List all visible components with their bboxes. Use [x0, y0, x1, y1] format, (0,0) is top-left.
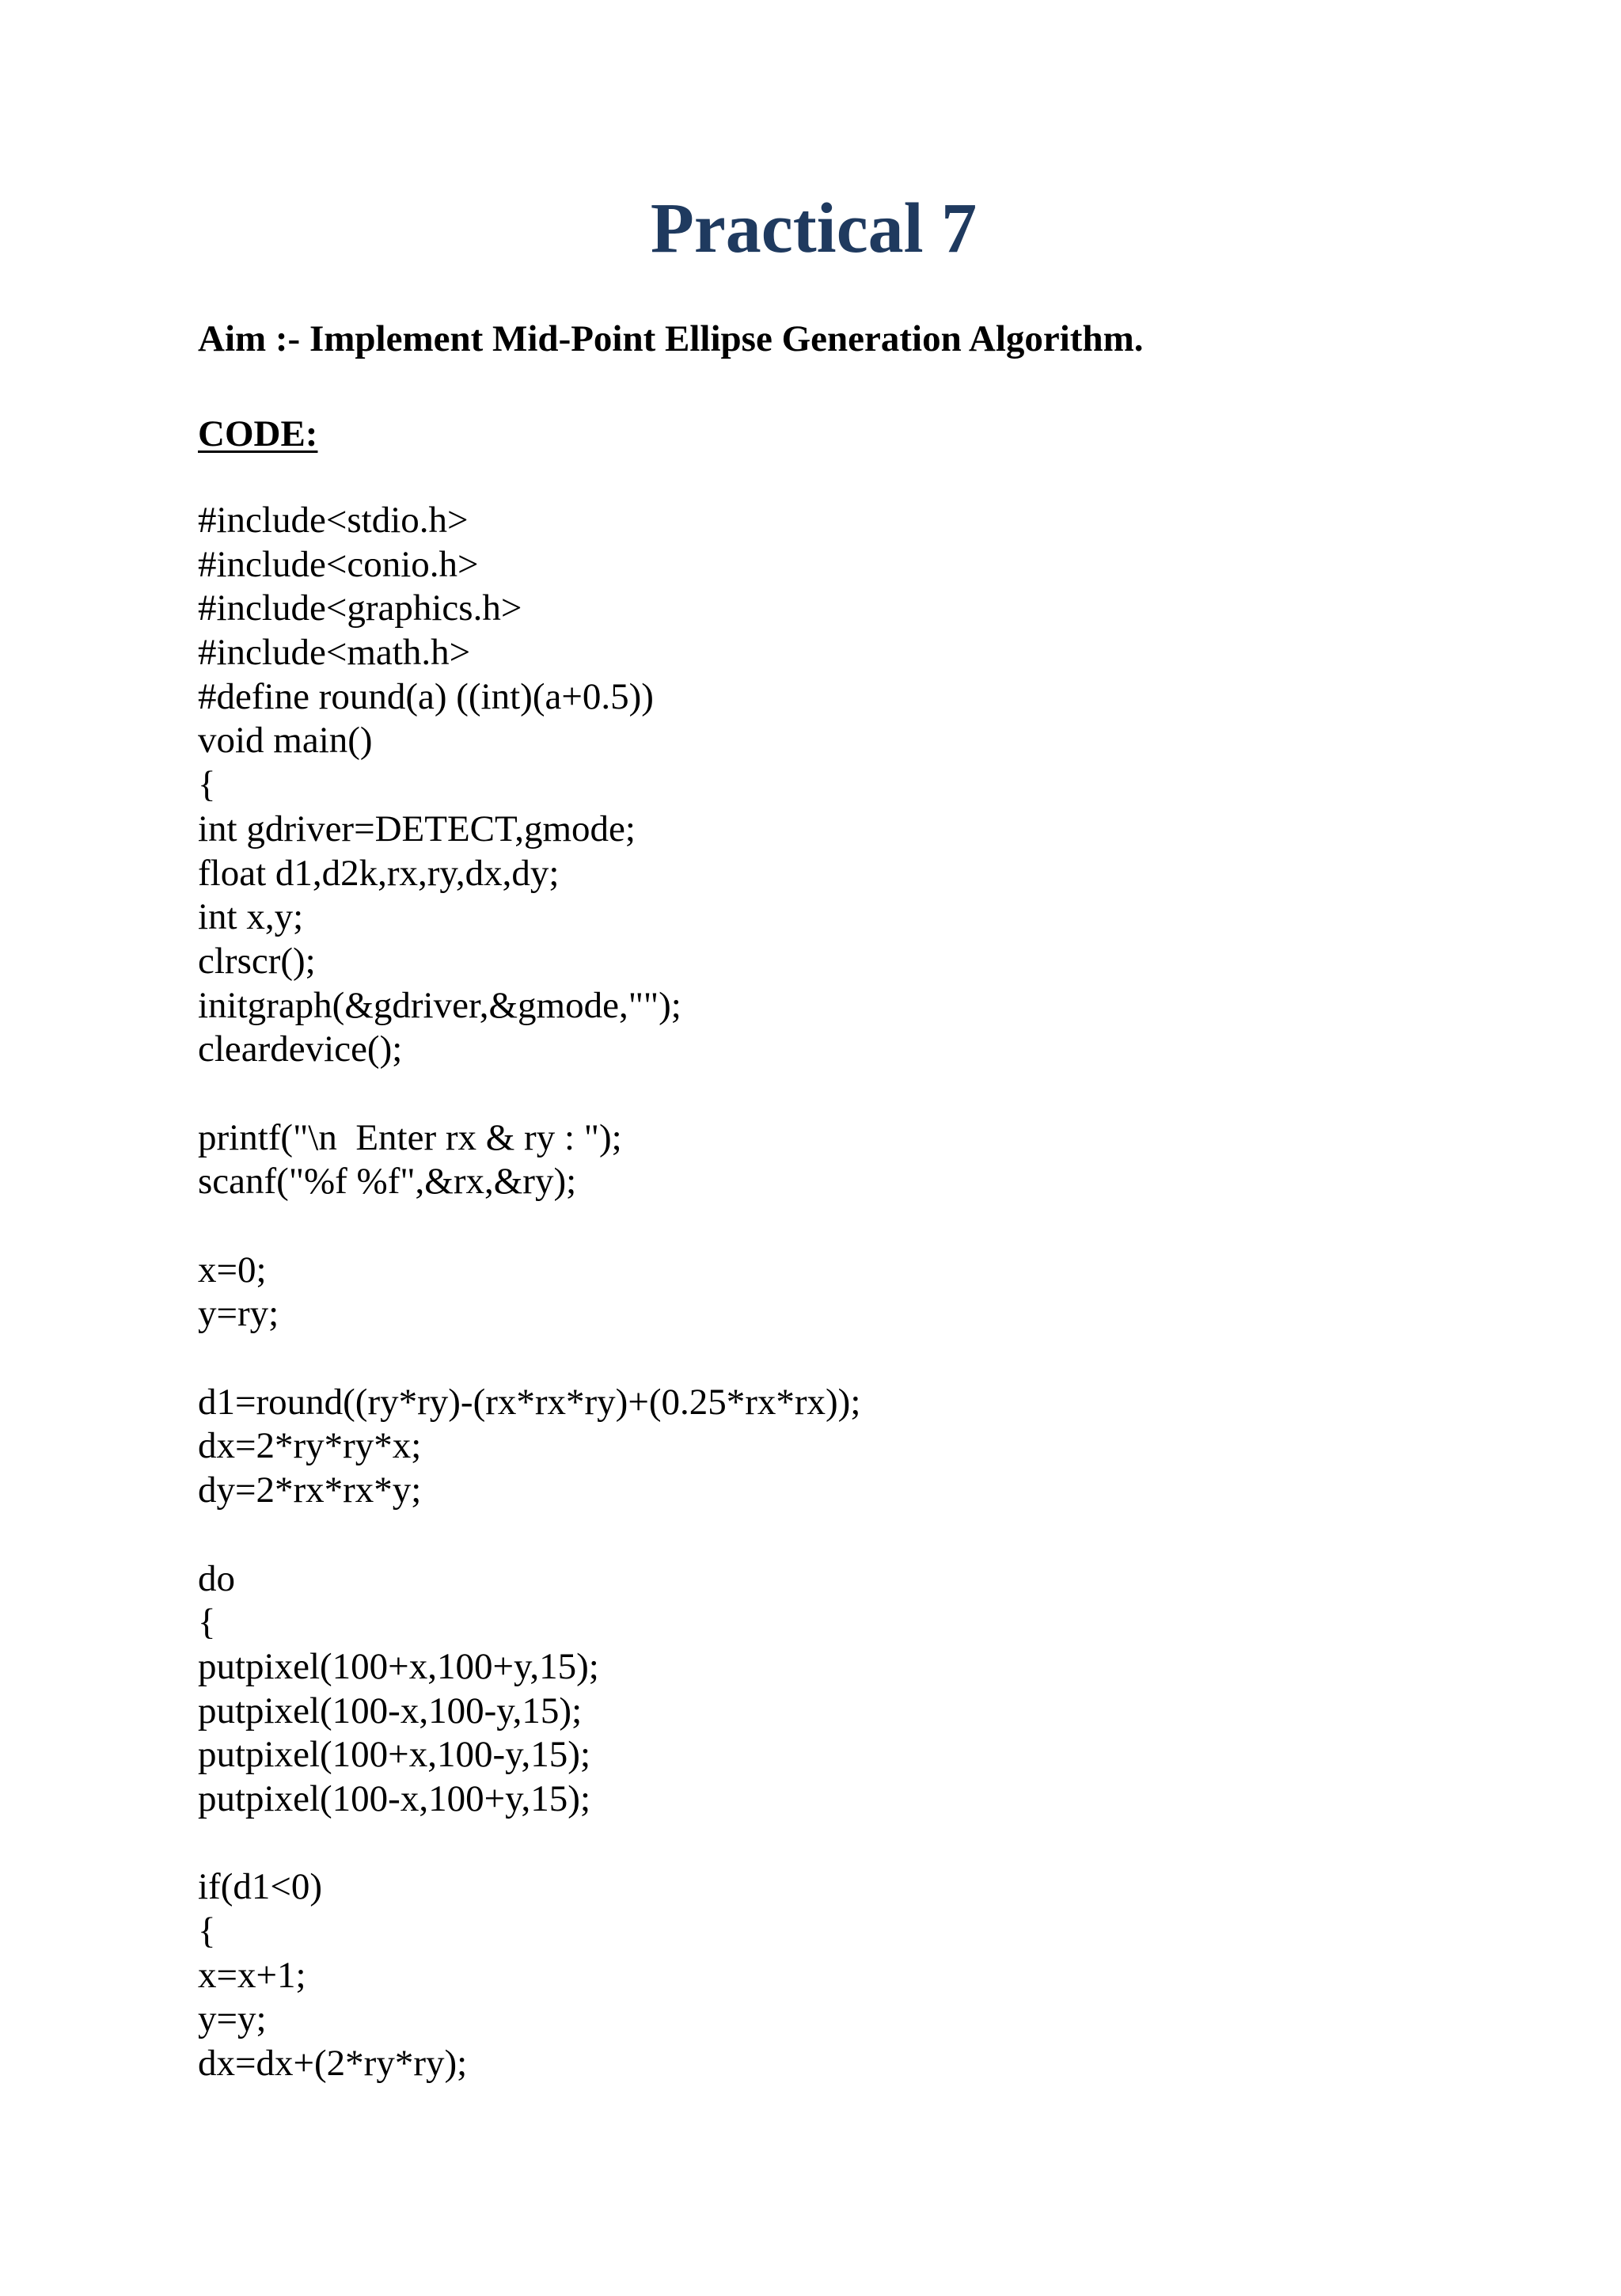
page-title: Practical 7: [650, 189, 978, 268]
code-line: putpixel(100-x,100+y,15);: [198, 1777, 591, 1819]
code-line: #include<math.h>: [198, 632, 471, 674]
code-line: scanf("%f %f",&rx,&ry);: [198, 1161, 577, 1203]
code-line: #include<graphics.h>: [198, 587, 522, 629]
code-line: [198, 1822, 860, 1866]
code-line: cleardevice();: [198, 1028, 403, 1070]
code-line: initgraph(&gdriver,&gmode,"");: [198, 984, 681, 1026]
code-line: clrscr();: [198, 940, 316, 982]
aim-statement: Aim :- Implement Mid-Point Ellipse Generation Algorithm.: [198, 318, 1144, 359]
code-line: void main(): [198, 720, 373, 762]
code-line: putpixel(100-x,100-y,15);: [198, 1690, 583, 1732]
code-line: [198, 1336, 860, 1381]
code-line: printf("\n Enter rx & ry : ");: [198, 1116, 622, 1158]
code-line: {: [198, 1910, 216, 1952]
code-line: int gdriver=DETECT,gmode;: [198, 808, 636, 850]
code-line: dx=dx+(2*ry*ry);: [198, 2043, 468, 2085]
code-line: {: [198, 764, 216, 806]
code-line: x=x+1;: [198, 1954, 306, 1996]
code-line: [198, 1513, 860, 1557]
code-line: dy=2*rx*rx*y;: [198, 1469, 422, 1511]
code-line: y=ry;: [198, 1293, 279, 1335]
code-line: #define round(a) ((int)(a+0.5)): [198, 675, 654, 717]
code-line: #include<conio.h>: [198, 543, 479, 585]
code-line: y=y;: [198, 1998, 267, 2040]
code-line: {: [198, 1602, 216, 1644]
code-line: dx=2*ry*ry*x;: [198, 1425, 422, 1467]
code-line: if(d1<0): [198, 1866, 323, 1908]
code-line: x=0;: [198, 1249, 267, 1291]
code-block: [198, 499, 860, 2086]
code-line: [198, 1072, 860, 1116]
code-heading: CODE:: [198, 413, 318, 454]
code-line: putpixel(100+x,100+y,15);: [198, 1645, 599, 1687]
code-line: int x,y;: [198, 896, 304, 938]
code-line: do: [198, 1557, 235, 1599]
code-line: float d1,d2k,rx,ry,dx,dy;: [198, 852, 560, 894]
code-line: [198, 1204, 860, 1249]
code-line: #include<stdio.h>: [198, 500, 469, 541]
code-line: putpixel(100+x,100-y,15);: [198, 1734, 591, 1776]
code-line: d1=round((ry*ry)-(rx*rx*ry)+(0.25*rx*rx));: [198, 1381, 861, 1423]
